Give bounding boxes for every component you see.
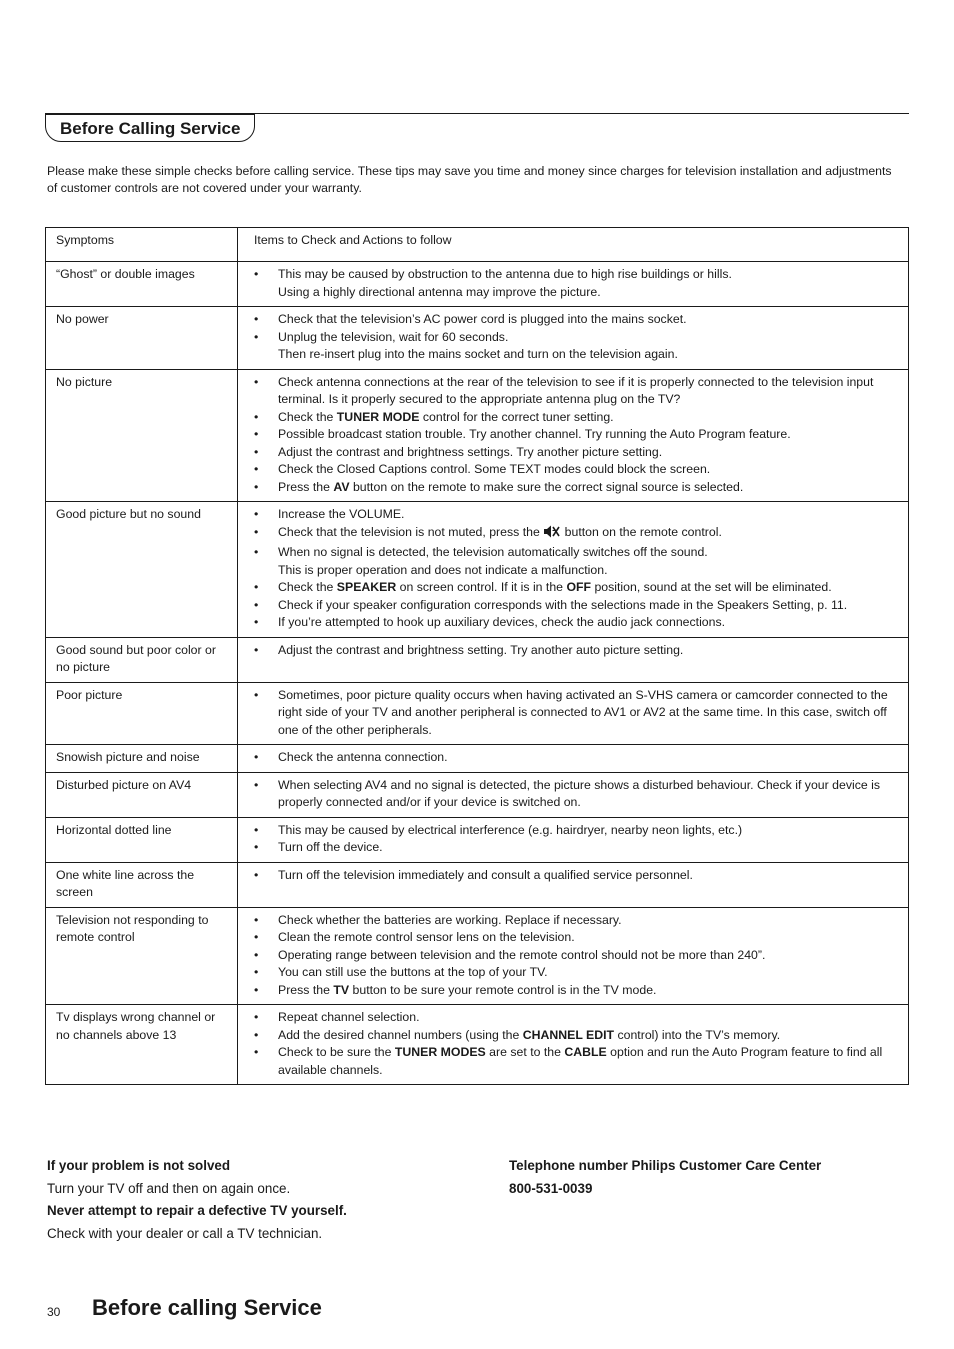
action-item bbox=[254, 687, 902, 740]
action-text: Check if your speaker configuration corresponds with the selections made in the Speakers Setting, p. 11. bbox=[278, 597, 848, 612]
action-text: control for the correct tuner setting. bbox=[419, 409, 614, 424]
action-list bbox=[254, 777, 902, 812]
action-text: Repeat channel selection. bbox=[278, 1010, 420, 1024]
symptom-cell: Poor picture bbox=[46, 682, 238, 745]
action-text: control) into the TV’s memory. bbox=[614, 1027, 781, 1042]
action-text: Possible broadcast station trouble. Try another channel. Try running the Auto Program feature. bbox=[278, 427, 791, 441]
actions-cell bbox=[238, 682, 909, 745]
table-row bbox=[46, 262, 909, 307]
table-row bbox=[46, 682, 909, 745]
action-text: This is proper operation and does not indicate a malfunction. bbox=[278, 562, 608, 577]
action-item bbox=[254, 461, 902, 479]
action-text: Using a highly directional antenna may improve the picture. bbox=[278, 284, 601, 299]
action-text: Check the antenna connection. bbox=[278, 750, 448, 764]
action-item bbox=[254, 867, 902, 885]
action-item bbox=[254, 839, 902, 857]
action-item bbox=[254, 614, 902, 632]
action-item bbox=[254, 506, 902, 524]
action-text: Add the desired channel numbers (using the bbox=[278, 1027, 523, 1042]
header-symptoms: Symptoms bbox=[46, 228, 238, 262]
actions-cell bbox=[238, 745, 909, 773]
action-item bbox=[254, 409, 902, 427]
actions-cell bbox=[238, 817, 909, 862]
action-text: button on the remote to make sure the correct signal source is selected. bbox=[349, 479, 744, 494]
action-text: button on the remote control. bbox=[561, 524, 722, 539]
action-text: Check that the television is not muted, press the bbox=[278, 524, 544, 539]
action-list bbox=[254, 506, 902, 632]
table-row bbox=[46, 862, 909, 907]
control-keyword: TV bbox=[333, 982, 350, 997]
action-item bbox=[254, 479, 902, 497]
action-text: Check to be sure the bbox=[278, 1045, 395, 1059]
table-row bbox=[46, 502, 909, 638]
action-text: Check whether the batteries are working. Replace if necessary. bbox=[278, 912, 622, 927]
action-text: Sometimes, poor picture quality occurs when having activated an S-VHS camera or camcorder connected to the right side of your TV and another peripheral is connected to AV1 or AV2 at the same time. In this case, switch off one of the other peripherals. bbox=[278, 687, 888, 737]
table-row bbox=[46, 745, 909, 773]
action-list bbox=[254, 1009, 902, 1079]
action-text: Turn off the device. bbox=[278, 840, 383, 854]
action-item bbox=[254, 311, 902, 329]
page-title: Before calling Service bbox=[92, 1295, 322, 1320]
action-text: Turn off the television immediately and consult a qualified service personnel. bbox=[278, 867, 693, 882]
action-text: Check antenna connections at the rear of the television to see if it is properly connected to the television input terminal. Is it properly secured to the appropriate antenna plug on the TV? bbox=[278, 374, 874, 406]
intro-paragraph: Please make these simple checks before calling service. These tips may save you time and money since charges for television installation and adjustments of customer controls are not covered under your warranty. bbox=[47, 164, 892, 195]
action-item bbox=[254, 544, 902, 579]
actions-cell bbox=[238, 262, 909, 307]
action-text: on screen control. If it is in the bbox=[396, 580, 567, 594]
not-solved-heading: If your problem is not solved bbox=[47, 1158, 231, 1173]
action-item bbox=[254, 1009, 902, 1027]
action-item bbox=[254, 982, 902, 1000]
never-repair-heading: Never attempt to repair a defective TV yourself. bbox=[47, 1203, 347, 1218]
action-text: When no signal is detected, the television automatically switches off the sound. bbox=[278, 545, 708, 559]
action-item bbox=[254, 947, 902, 965]
action-text: Check the Closed Captions control. Some TEXT modes could block the screen. bbox=[278, 462, 711, 476]
action-text: If you’re attempted to hook up auxiliary devices, check the audio jack connections. bbox=[278, 615, 726, 629]
action-text: Check the bbox=[278, 580, 337, 594]
table-row bbox=[46, 817, 909, 862]
mute-icon bbox=[543, 524, 561, 545]
troubleshooting-table bbox=[45, 227, 909, 1085]
action-list bbox=[254, 687, 902, 740]
action-item bbox=[254, 929, 902, 947]
action-text: Press the bbox=[278, 982, 334, 997]
actions-cell bbox=[238, 862, 909, 907]
action-list bbox=[254, 749, 902, 767]
action-item bbox=[254, 597, 902, 615]
actions-cell bbox=[238, 369, 909, 502]
action-item bbox=[254, 579, 902, 597]
action-item bbox=[254, 329, 902, 364]
actions-cell bbox=[238, 1005, 909, 1085]
action-item bbox=[254, 749, 902, 767]
table-header-row bbox=[46, 228, 909, 262]
not-solved-text: Turn your TV off and then on again once. bbox=[47, 1180, 291, 1196]
action-list bbox=[254, 311, 902, 364]
action-item bbox=[254, 777, 902, 812]
table-row bbox=[46, 772, 909, 817]
symptom-cell: Television not responding to remote control bbox=[46, 907, 238, 1005]
symptom-cell: No picture bbox=[46, 369, 238, 502]
section-title: Before Calling Service bbox=[45, 114, 255, 142]
action-item bbox=[254, 822, 902, 840]
action-item bbox=[254, 266, 902, 301]
action-text: Check the bbox=[278, 409, 337, 424]
action-item bbox=[254, 912, 902, 930]
action-list bbox=[254, 266, 902, 301]
control-keyword: TUNER MODES bbox=[394, 1045, 486, 1059]
action-text: Check that the television’s AC power cord is plugged into the mains socket. bbox=[278, 312, 687, 326]
table-row bbox=[46, 369, 909, 502]
table-row bbox=[46, 307, 909, 370]
action-text: button to be sure your remote control is in the TV mode. bbox=[349, 982, 657, 997]
action-list bbox=[254, 374, 902, 497]
actions-cell bbox=[238, 907, 909, 1005]
action-item bbox=[254, 642, 902, 660]
action-text: Adjust the contrast and brightness setting. Try another auto picture setting. bbox=[278, 642, 684, 657]
action-text: Operating range between television and the remote control should not be more than 240”. bbox=[278, 947, 766, 962]
action-item bbox=[254, 524, 902, 545]
table-row bbox=[46, 907, 909, 1005]
action-text: position, sound at the set will be eliminated. bbox=[591, 580, 832, 594]
footer-contact bbox=[509, 1155, 909, 1200]
action-item bbox=[254, 1044, 902, 1079]
phone-heading: Telephone number Philips Customer Care Center bbox=[509, 1158, 822, 1173]
action-text: Unplug the television, wait for 60 seconds. bbox=[278, 329, 509, 344]
action-item bbox=[254, 374, 902, 409]
action-text: You can still use the buttons at the top of your TV. bbox=[278, 965, 548, 979]
table-row bbox=[46, 1005, 909, 1085]
action-item bbox=[254, 444, 902, 462]
symptom-cell: Disturbed picture on AV4 bbox=[46, 772, 238, 817]
symptom-cell: One white line across the screen bbox=[46, 862, 238, 907]
control-keyword: CABLE bbox=[564, 1045, 607, 1059]
action-text: option and run the Auto Program feature to find all available channels. bbox=[278, 1045, 883, 1077]
phone-number: 800-531-0039 bbox=[509, 1180, 593, 1196]
action-text: Adjust the contrast and brightness settings. Try another picture setting. bbox=[278, 444, 663, 459]
control-keyword: TUNER MODE bbox=[336, 409, 420, 424]
symptom-cell: Tv displays wrong channel or no channels above 13 bbox=[46, 1005, 238, 1085]
symptom-cell: “Ghost” or double images bbox=[46, 262, 238, 307]
action-list bbox=[254, 642, 902, 660]
symptom-cell: No power bbox=[46, 307, 238, 370]
page-number: 30 bbox=[47, 1305, 61, 1319]
actions-cell bbox=[238, 637, 909, 682]
footer-help bbox=[47, 1155, 467, 1245]
action-item bbox=[254, 964, 902, 982]
action-text: Press the bbox=[278, 479, 334, 494]
actions-cell bbox=[238, 502, 909, 638]
action-item bbox=[254, 426, 902, 444]
action-list bbox=[254, 822, 902, 857]
control-keyword: SPEAKER bbox=[336, 580, 397, 594]
action-text: This may be caused by obstruction to the antenna due to high rise buildings or hills. bbox=[278, 267, 732, 281]
header-actions: Items to Check and Actions to follow bbox=[238, 228, 909, 262]
control-keyword: CHANNEL EDIT bbox=[522, 1027, 615, 1042]
control-keyword: AV bbox=[333, 479, 350, 494]
action-text: Increase the VOLUME. bbox=[278, 507, 405, 521]
never-repair-text: Check with your dealer or call a TV technician. bbox=[47, 1225, 323, 1241]
action-text: are set to the bbox=[485, 1045, 565, 1059]
symptom-cell: Good sound but poor color or no picture bbox=[46, 637, 238, 682]
action-list bbox=[254, 867, 902, 885]
control-keyword: OFF bbox=[566, 580, 592, 594]
symptom-cell: Snowish picture and noise bbox=[46, 745, 238, 773]
action-text: Clean the remote control sensor lens on the television. bbox=[278, 930, 575, 944]
action-text: Then re-insert plug into the mains socket and turn on the television again. bbox=[278, 347, 678, 361]
symptom-cell: Good picture but no sound bbox=[46, 502, 238, 638]
action-item bbox=[254, 1027, 902, 1045]
symptom-cell: Horizontal dotted line bbox=[46, 817, 238, 862]
actions-cell bbox=[238, 772, 909, 817]
action-text: This may be caused by electrical interference (e.g. hairdryer, nearby neon lights, etc.) bbox=[278, 822, 743, 837]
action-text: When selecting AV4 and no signal is detected, the picture shows a disturbed behaviour. Check if your device is properly connected and/or if your device is switched on. bbox=[278, 777, 880, 809]
table-row bbox=[46, 637, 909, 682]
action-list bbox=[254, 912, 902, 1000]
actions-cell bbox=[238, 307, 909, 370]
